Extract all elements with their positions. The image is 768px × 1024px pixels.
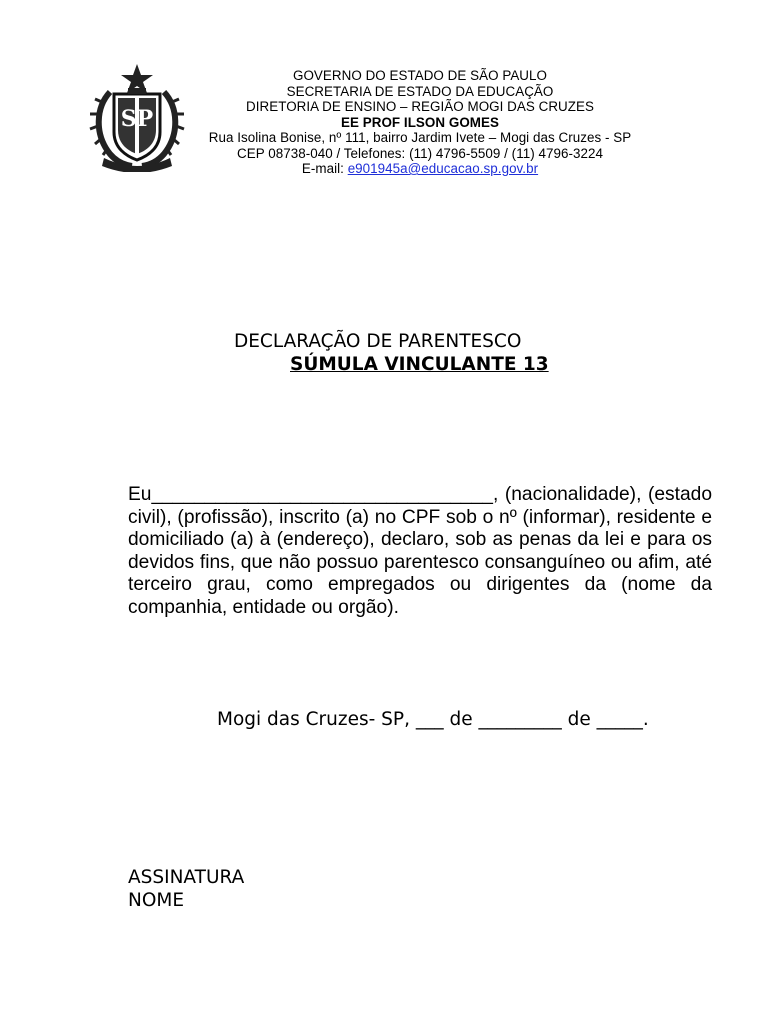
government-line: GOVERNO DO ESTADO DE SÃO PAULO xyxy=(293,68,547,83)
signature-block xyxy=(128,867,244,912)
place-date-line: Mogi das Cruzes- SP, ___ de _________ de _____. xyxy=(217,709,649,730)
letterhead xyxy=(186,68,654,177)
signature-label: ASSINATURA xyxy=(128,867,245,888)
directorate-line: DIRETORIA DE ENSINO – REGIÃO MOGI DAS CRUZES xyxy=(246,99,594,114)
email-line xyxy=(186,161,654,177)
declaration-paragraph: Eu________________________________, (nacionalidade), (estado civil), (profissão), inscrito (a) no CPF sob o nº (informar), residente e domiciliado (a) à (endereço), declaro, sob as penas da lei e para os devidos fins, que não possuo parentesco consanguíneo ou afim, até terceiro grau, como empregados ou dirigentes da (nome da companhia, entidade ou orgão). xyxy=(128,484,712,618)
email-link[interactable]: e901945a@educacao.sp.gov.br xyxy=(347,161,539,176)
crest-letters: SP xyxy=(120,106,154,132)
document-title: DECLARAÇÃO DE PARENTESCO xyxy=(234,331,522,352)
school-name: EE PROF ILSON GOMES xyxy=(341,114,499,130)
document-subtitle: SÚMULA VINCULANTE 13 xyxy=(290,354,549,375)
email-label: E-mail: xyxy=(301,161,348,176)
secretariat-line: SECRETARIA DE ESTADO DA EDUCAÇÃO xyxy=(286,83,554,99)
state-coat-of-arms-logo xyxy=(88,62,186,172)
school-phones: CEP 08738-040 / Telefones: (11) 4796-5509 / (11) 4796-3224 xyxy=(237,145,603,161)
name-label: NOME xyxy=(128,889,185,911)
school-address: Rua Isolina Bonise, nº 111, bairro Jardim Ivete – Mogi das Cruzes - SP xyxy=(208,130,632,145)
